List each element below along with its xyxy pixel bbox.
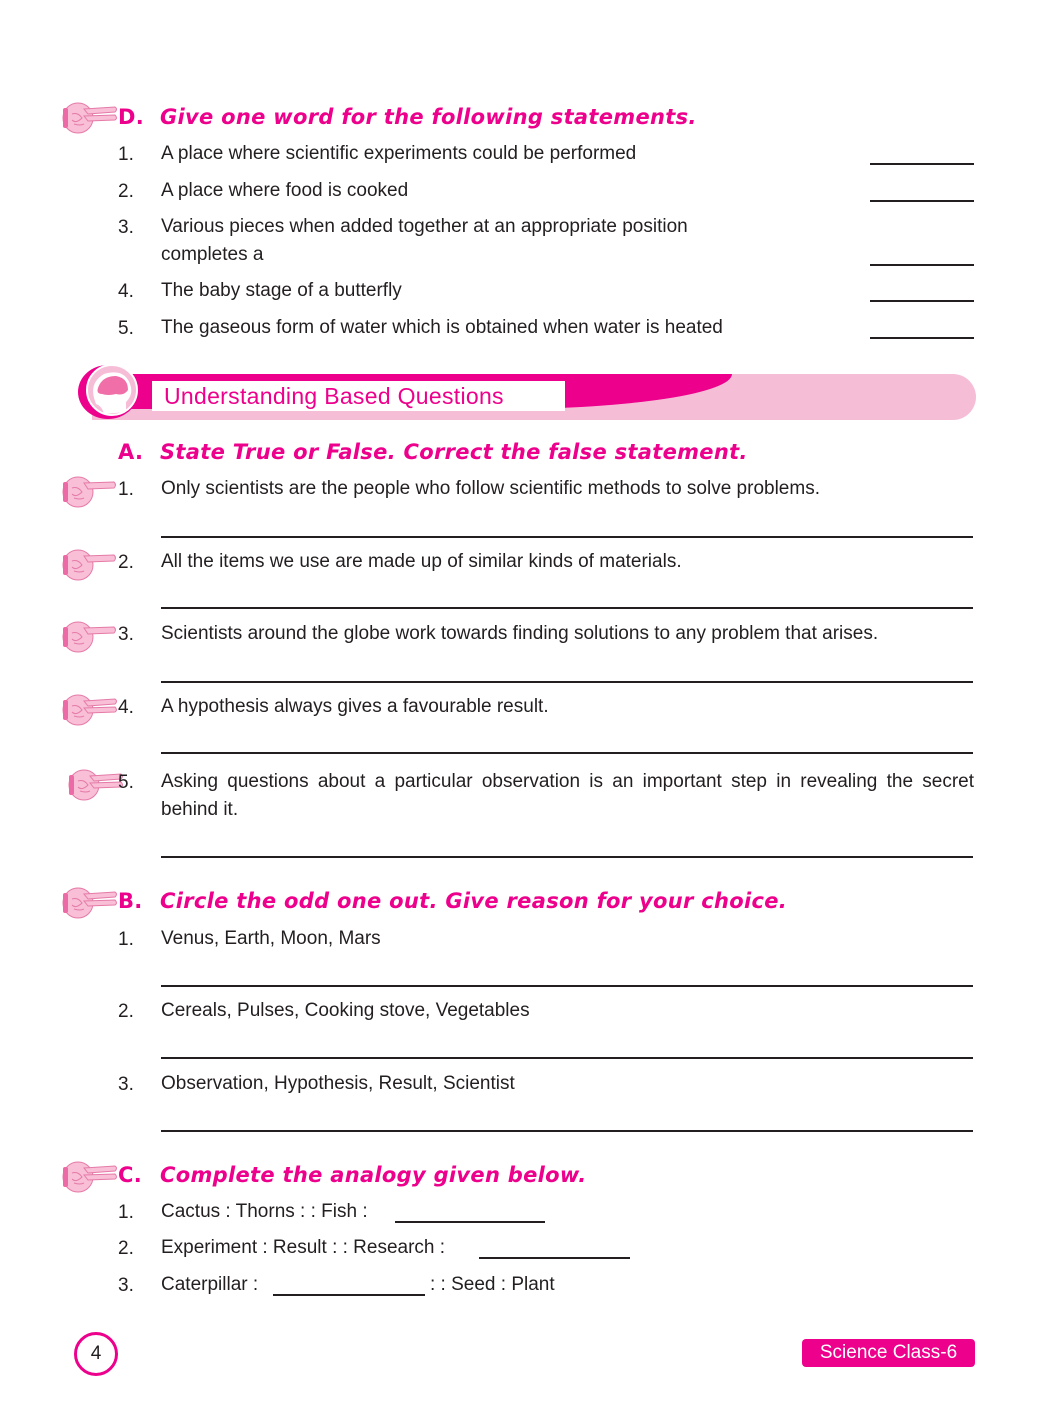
- question-text: Cereals, Pulses, Cooking stove, Vegetables: [161, 1000, 530, 1021]
- question-number: 4.: [118, 281, 134, 302]
- answer-line[interactable]: [161, 752, 973, 754]
- question-number: 4.: [118, 697, 134, 718]
- question-text: Caterpillar :: [161, 1274, 259, 1295]
- question-number: 2.: [118, 1238, 134, 1259]
- head-brain-icon: [72, 362, 142, 420]
- page-number: 4: [74, 1332, 118, 1376]
- answer-blank[interactable]: [395, 1221, 545, 1223]
- book-title-badge: Science Class-6: [802, 1339, 975, 1367]
- question-number: 5.: [118, 318, 134, 339]
- answer-line[interactable]: [161, 985, 973, 987]
- answer-blank[interactable]: [273, 1294, 425, 1296]
- question-number: 1.: [118, 1202, 134, 1223]
- hand-pointing-icon: [60, 885, 118, 921]
- question-text: A place where food is cooked: [161, 180, 409, 201]
- question-text: A place where scientific experiments could be performed: [161, 143, 637, 164]
- question-number: 5.: [118, 772, 134, 793]
- question-number: 3.: [118, 217, 134, 238]
- question-text: Only scientists are the people who follow scientific methods to solve problems.: [161, 478, 820, 499]
- answer-blank[interactable]: [870, 163, 974, 165]
- answer-line[interactable]: [161, 536, 973, 538]
- question-number: 2.: [118, 181, 134, 202]
- question-number: 3.: [118, 1074, 134, 1095]
- question-text: Observation, Hypothesis, Result, Scientist: [161, 1073, 515, 1094]
- question-number: 1.: [118, 929, 134, 950]
- question-text: Scientists around the globe work towards finding solutions to any problem that arises.: [161, 623, 879, 644]
- answer-blank[interactable]: [870, 300, 974, 302]
- question-text: Cactus : Thorns : : Fish :: [161, 1201, 368, 1222]
- answer-line[interactable]: [161, 1130, 973, 1132]
- answer-line[interactable]: [161, 607, 973, 609]
- question-number: 1.: [118, 144, 134, 165]
- question-text: All the items we use are made up of similar kinds of materials.: [161, 551, 682, 572]
- question-text: Asking questions about a particular observation is an important step in revealing the secret behind it.: [161, 771, 974, 820]
- section-a-heading: A. State True or False. Correct the false statement.: [118, 440, 748, 464]
- question-text: Experiment : Result : : Research :: [161, 1237, 446, 1258]
- question-number: 3.: [118, 1275, 134, 1296]
- banner-title: Understanding Based Questions: [152, 381, 565, 411]
- section-d-heading: D. Give one word for the following statements.: [118, 105, 697, 129]
- question-number: 1.: [118, 479, 134, 500]
- answer-line[interactable]: [161, 856, 973, 858]
- question-number: 2.: [118, 552, 134, 573]
- question-text-suffix: : : Seed : Plant: [430, 1274, 555, 1295]
- section-c-heading: C. Complete the analogy given below.: [118, 1163, 587, 1187]
- question-text: The baby stage of a butterfly: [161, 280, 402, 301]
- answer-blank[interactable]: [870, 337, 974, 339]
- hand-pointing-icon: [60, 692, 118, 728]
- hand-pointing-icon: [60, 474, 118, 510]
- hand-pointing-icon: [60, 547, 118, 583]
- answer-blank[interactable]: [870, 200, 974, 202]
- answer-line[interactable]: [161, 681, 973, 683]
- question-number: 3.: [118, 624, 134, 645]
- question-text: The gaseous form of water which is obtained when water is heated: [161, 317, 723, 338]
- answer-blank[interactable]: [870, 264, 974, 266]
- question-text: A hypothesis always gives a favourable result.: [161, 696, 549, 717]
- hand-pointing-icon: [60, 100, 118, 136]
- section-b-heading: B. Circle the odd one out. Give reason for your choice.: [118, 889, 788, 913]
- answer-blank[interactable]: [479, 1257, 630, 1259]
- understanding-based-questions-banner: [72, 362, 976, 420]
- question-text: Venus, Earth, Moon, Mars: [161, 928, 381, 949]
- hand-pointing-icon: [60, 619, 118, 655]
- question-number: 2.: [118, 1001, 134, 1022]
- hand-pointing-icon: [66, 767, 124, 803]
- answer-line[interactable]: [161, 1057, 973, 1059]
- question-text: Various pieces when added together at an appropriate position completes a: [161, 216, 688, 265]
- hand-pointing-icon: [60, 1159, 118, 1195]
